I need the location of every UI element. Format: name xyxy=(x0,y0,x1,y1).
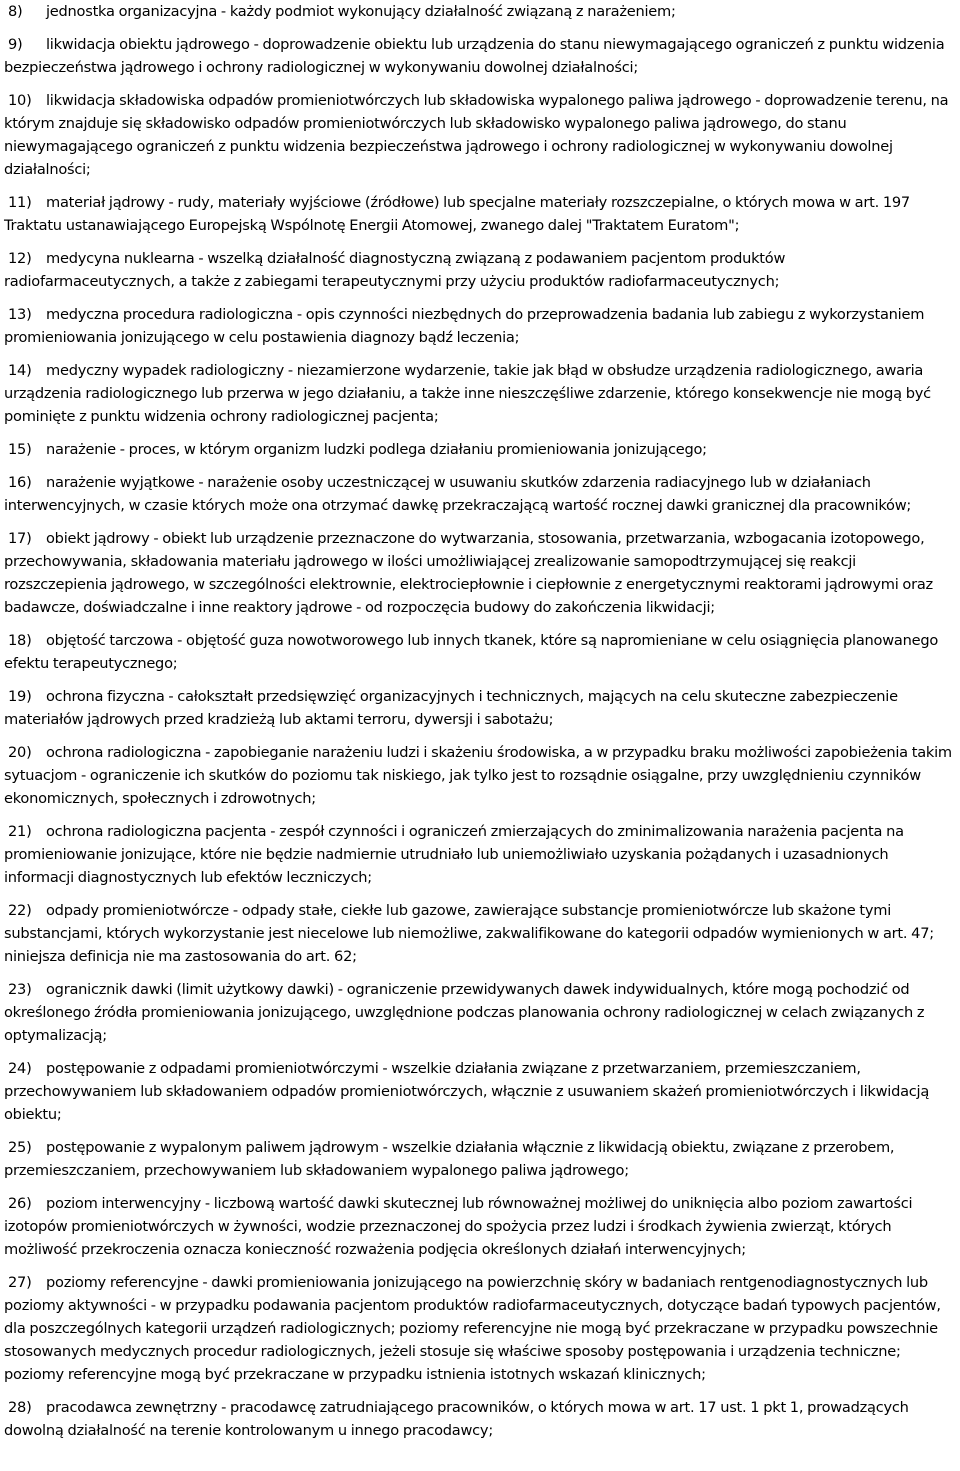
item-number: 14) xyxy=(8,362,32,379)
item-text: odpady promieniotwórcze - odpady stałe, ciekłe lub gazowe, zawierające substancje promieniotwórcze lub skażone tymi substancjami, których wykorzystanie jest niecelowe lub niemożliwe, zakwalifikowane do kategorii odpadów wymienionych w art. 47; niniejsza definicja nie ma zastosowania do art. 62; xyxy=(4,902,934,965)
definition-item-24 xyxy=(4,1057,958,1126)
item-number: 27) xyxy=(8,1274,32,1291)
item-text: medyczna procedura radiologiczna - opis czynności niezbędnych do przeprowadzenia badania lub zabiegu z wykorzystaniem promieniowania jonizującego w celu postawienia diagnozy bądź leczenia; xyxy=(4,306,925,346)
item-text: ochrona fizyczna - całokształt przedsięwzięć organizacyjnych i technicznych, mających na celu skuteczne zabezpieczenie materiałów jądrowych przed kradzieżą lub aktami terroru, dywersji i sabotażu; xyxy=(4,688,898,728)
item-number: 9) xyxy=(8,36,23,53)
item-text: narażenie wyjątkowe - narażenie osoby uczestniczącej w usuwaniu skutków zdarzenia radiacyjnego lub w działaniach interwencyjnych, w czasie których może ona otrzymać dawkę przekraczającą wartość rocznej dawki granicznej dla pracowników; xyxy=(4,474,912,514)
item-number: 24) xyxy=(8,1060,32,1077)
definition-item-13 xyxy=(4,303,958,349)
item-number: 26) xyxy=(8,1195,32,1212)
item-text: materiał jądrowy - rudy, materiały wyjściowe (źródłowe) lub specjalne materiały rozszczepialne, o których mowa w art. 197 Traktatu ustanawiającego Europejską Wspólnotę Energii Atomowej, zwanego dalej "Traktatem Euratom"; xyxy=(4,194,910,234)
definition-item-21 xyxy=(4,820,958,889)
item-text: ogranicznik dawki (limit użytkowy dawki) - ograniczenie przewidywanych dawek indywidualnych, które mogą pochodzić od określonego źródła promieniowania jonizującego, uwzględnione podczas planowania ochrony radiologicznej w celach związanych z optymalizacją; xyxy=(4,981,925,1044)
item-number: 20) xyxy=(8,744,32,761)
item-text: medycyna nuklearna - wszelką działalność diagnostyczną związaną z podawaniem pacjentom produktów radiofarmaceutycznych, a także z zabiegami terapeutycznymi przy użyciu produktów radiofarmaceutycznych; xyxy=(4,250,786,290)
definition-item-22 xyxy=(4,899,958,968)
item-text: pracodawca zewnętrzny - pracodawcę zatrudniającego pracowników, o których mowa w art. 17 ust. 1 pkt 1, prowadzących dowolną działalność na terenie kontrolowanym u innego pracodawcy; xyxy=(4,1399,909,1439)
item-text: medyczny wypadek radiologiczny - niezamierzone wydarzenie, takie jak błąd w obsłudze urządzenia radiologicznego, awaria urządzenia radiologicznego lub przerwa w jego działaniu, a także inne nieszczęśliwe zdarzenie, którego konsekwencje nie mogą być pominięte z punktu widzenia ochrony radiologicznej pacjenta; xyxy=(4,362,931,425)
definition-item-9 xyxy=(4,33,958,79)
item-number: 11) xyxy=(8,194,32,211)
item-number: 21) xyxy=(8,823,32,840)
item-number: 10) xyxy=(8,92,32,109)
definition-item-17 xyxy=(4,527,958,619)
item-text: ochrona radiologiczna - zapobieganie narażeniu ludzi i skażeniu środowiska, a w przypadku braku możliwości zapobieżenia takim sytuacjom - ograniczenie ich skutków do poziomu tak niskiego, jak tylko jest to rozsądnie osiągalne, przy uwzględnieniu czynników ekonomicznych, społecznych i zdrowotnych; xyxy=(4,744,952,807)
definition-item-8 xyxy=(4,0,958,23)
item-text: obiekt jądrowy - obiekt lub urządzenie przeznaczone do wytwarzania, stosowania, przetwarzania, wzbogacania izotopowego, przechowywania, składowania materiału jądrowego w ilości umożliwiającej zrealizowanie samopodtrzymującej się reakcji rozszczepienia jądrowego, w szczególności elektrownie, elektrociepłownie i ciepłownie z energetycznymi reaktorami jądrowymi oraz badawcze, doświadczalne i inne reaktory jądrowe - od rozpoczęcia budowy do zakończenia likwidacji; xyxy=(4,530,933,616)
definition-item-16 xyxy=(4,471,958,517)
item-number: 17) xyxy=(8,530,32,547)
definition-item-18 xyxy=(4,629,958,675)
item-number: 22) xyxy=(8,902,32,919)
item-text: objętość tarczowa - objętość guza nowotworowego lub innych tkanek, które są napromieniane w celu osiągnięcia planowanego efektu terapeutycznego; xyxy=(4,632,939,672)
item-number: 19) xyxy=(8,688,32,705)
item-text: poziomy referencyjne - dawki promieniowania jonizującego na powierzchnię skóry w badaniach rentgenodiagnostycznych lub poziomy aktywności - w przypadku podawania pacjentom produktów radiofarmaceutycznych, dotyczące badań typowych pacjentów, dla poszczególnych kategorii urządzeń radiologicznych; poziomy referencyjne nie mogą być przekraczane w przypadku powszechnie stosowanych medycznych procedur radiologicznych, jeżeli stosuje się właściwe sposoby postępowania i urządzenia techniczne; poziomy referencyjne mogą być przekraczane w przypadku istnienia istotnych wskazań klinicznych; xyxy=(4,1274,941,1383)
item-text: ochrona radiologiczna pacjenta - zespół czynności i ograniczeń zmierzających do zminimalizowania narażenia pacjenta na promieniowanie jonizujące, które nie będzie nadmiernie utrudniało lub uniemożliwiało uzyskania pożądanych i uzasadnionych informacji diagnostycznych lub efektów leczniczych; xyxy=(4,823,904,886)
definition-item-14 xyxy=(4,359,958,428)
item-number: 12) xyxy=(8,250,32,267)
definition-item-15 xyxy=(4,438,958,461)
item-number: 16) xyxy=(8,474,32,491)
definition-item-25 xyxy=(4,1136,958,1182)
definition-item-12 xyxy=(4,247,958,293)
definition-item-20 xyxy=(4,741,958,810)
item-text: likwidacja obiektu jądrowego - doprowadzenie obiektu lub urządzenia do stanu niewymagającego ograniczeń z punktu widzenia bezpieczeństwa jądrowego i ochrony radiologicznej w wykonywaniu dowolnej działalności; xyxy=(4,36,945,76)
item-number: 28) xyxy=(8,1399,32,1416)
definition-item-23 xyxy=(4,978,958,1047)
item-number: 13) xyxy=(8,306,32,323)
item-number: 8) xyxy=(8,3,23,20)
item-number: 23) xyxy=(8,981,32,998)
item-number: 18) xyxy=(8,632,32,649)
item-text: postępowanie z odpadami promieniotwórczymi - wszelkie działania związane z przetwarzaniem, przemieszczaniem, przechowywaniem lub składowaniem odpadów promieniotwórczych, włącznie z usuwaniem skażeń promieniotwórczych i likwidacją obiektu; xyxy=(4,1060,930,1123)
item-text: postępowanie z wypalonym paliwem jądrowym - wszelkie działania włącznie z likwidacją obiektu, związane z przerobem, przemieszczaniem, przechowywaniem lub składowaniem wypalonego paliwa jądrowego; xyxy=(4,1139,895,1179)
definition-item-28 xyxy=(4,1396,958,1442)
definition-item-11 xyxy=(4,191,958,237)
definition-item-10 xyxy=(4,89,958,181)
item-text: poziom interwencyjny - liczbową wartość dawki skutecznej lub równoważnej możliwej do uniknięcia albo poziom zawartości izotopów promieniotwórczych w żywności, wodzie przeznaczonej do spożycia przez ludzi i środkach żywienia zwierząt, których możliwość przekroczenia oznacza konieczność rozważenia podjęcia określonych działań interwencyjnych; xyxy=(4,1195,913,1258)
item-number: 15) xyxy=(8,441,32,458)
item-text: narażenie - proces, w którym organizm ludzki podlega działaniu promieniowania jonizującego; xyxy=(46,441,707,458)
item-text: likwidacja składowiska odpadów promieniotwórczych lub składowiska wypalonego paliwa jądrowego - doprowadzenie terenu, na którym znajduje się składowisko odpadów promieniotwórczych lub składowisko wypalonego paliwa jądrowego, do stanu niewymagającego ograniczeń z punktu widzenia bezpieczeństwa jądrowego i ochrony radiologicznej w wykonywaniu dowolnej działalności; xyxy=(4,92,949,178)
definition-item-19 xyxy=(4,685,958,731)
item-text: jednostka organizacyjna - każdy podmiot wykonujący działalność związaną z narażeniem; xyxy=(46,3,676,20)
item-number: 25) xyxy=(8,1139,32,1156)
definition-item-26 xyxy=(4,1192,958,1261)
definition-item-27 xyxy=(4,1271,958,1386)
